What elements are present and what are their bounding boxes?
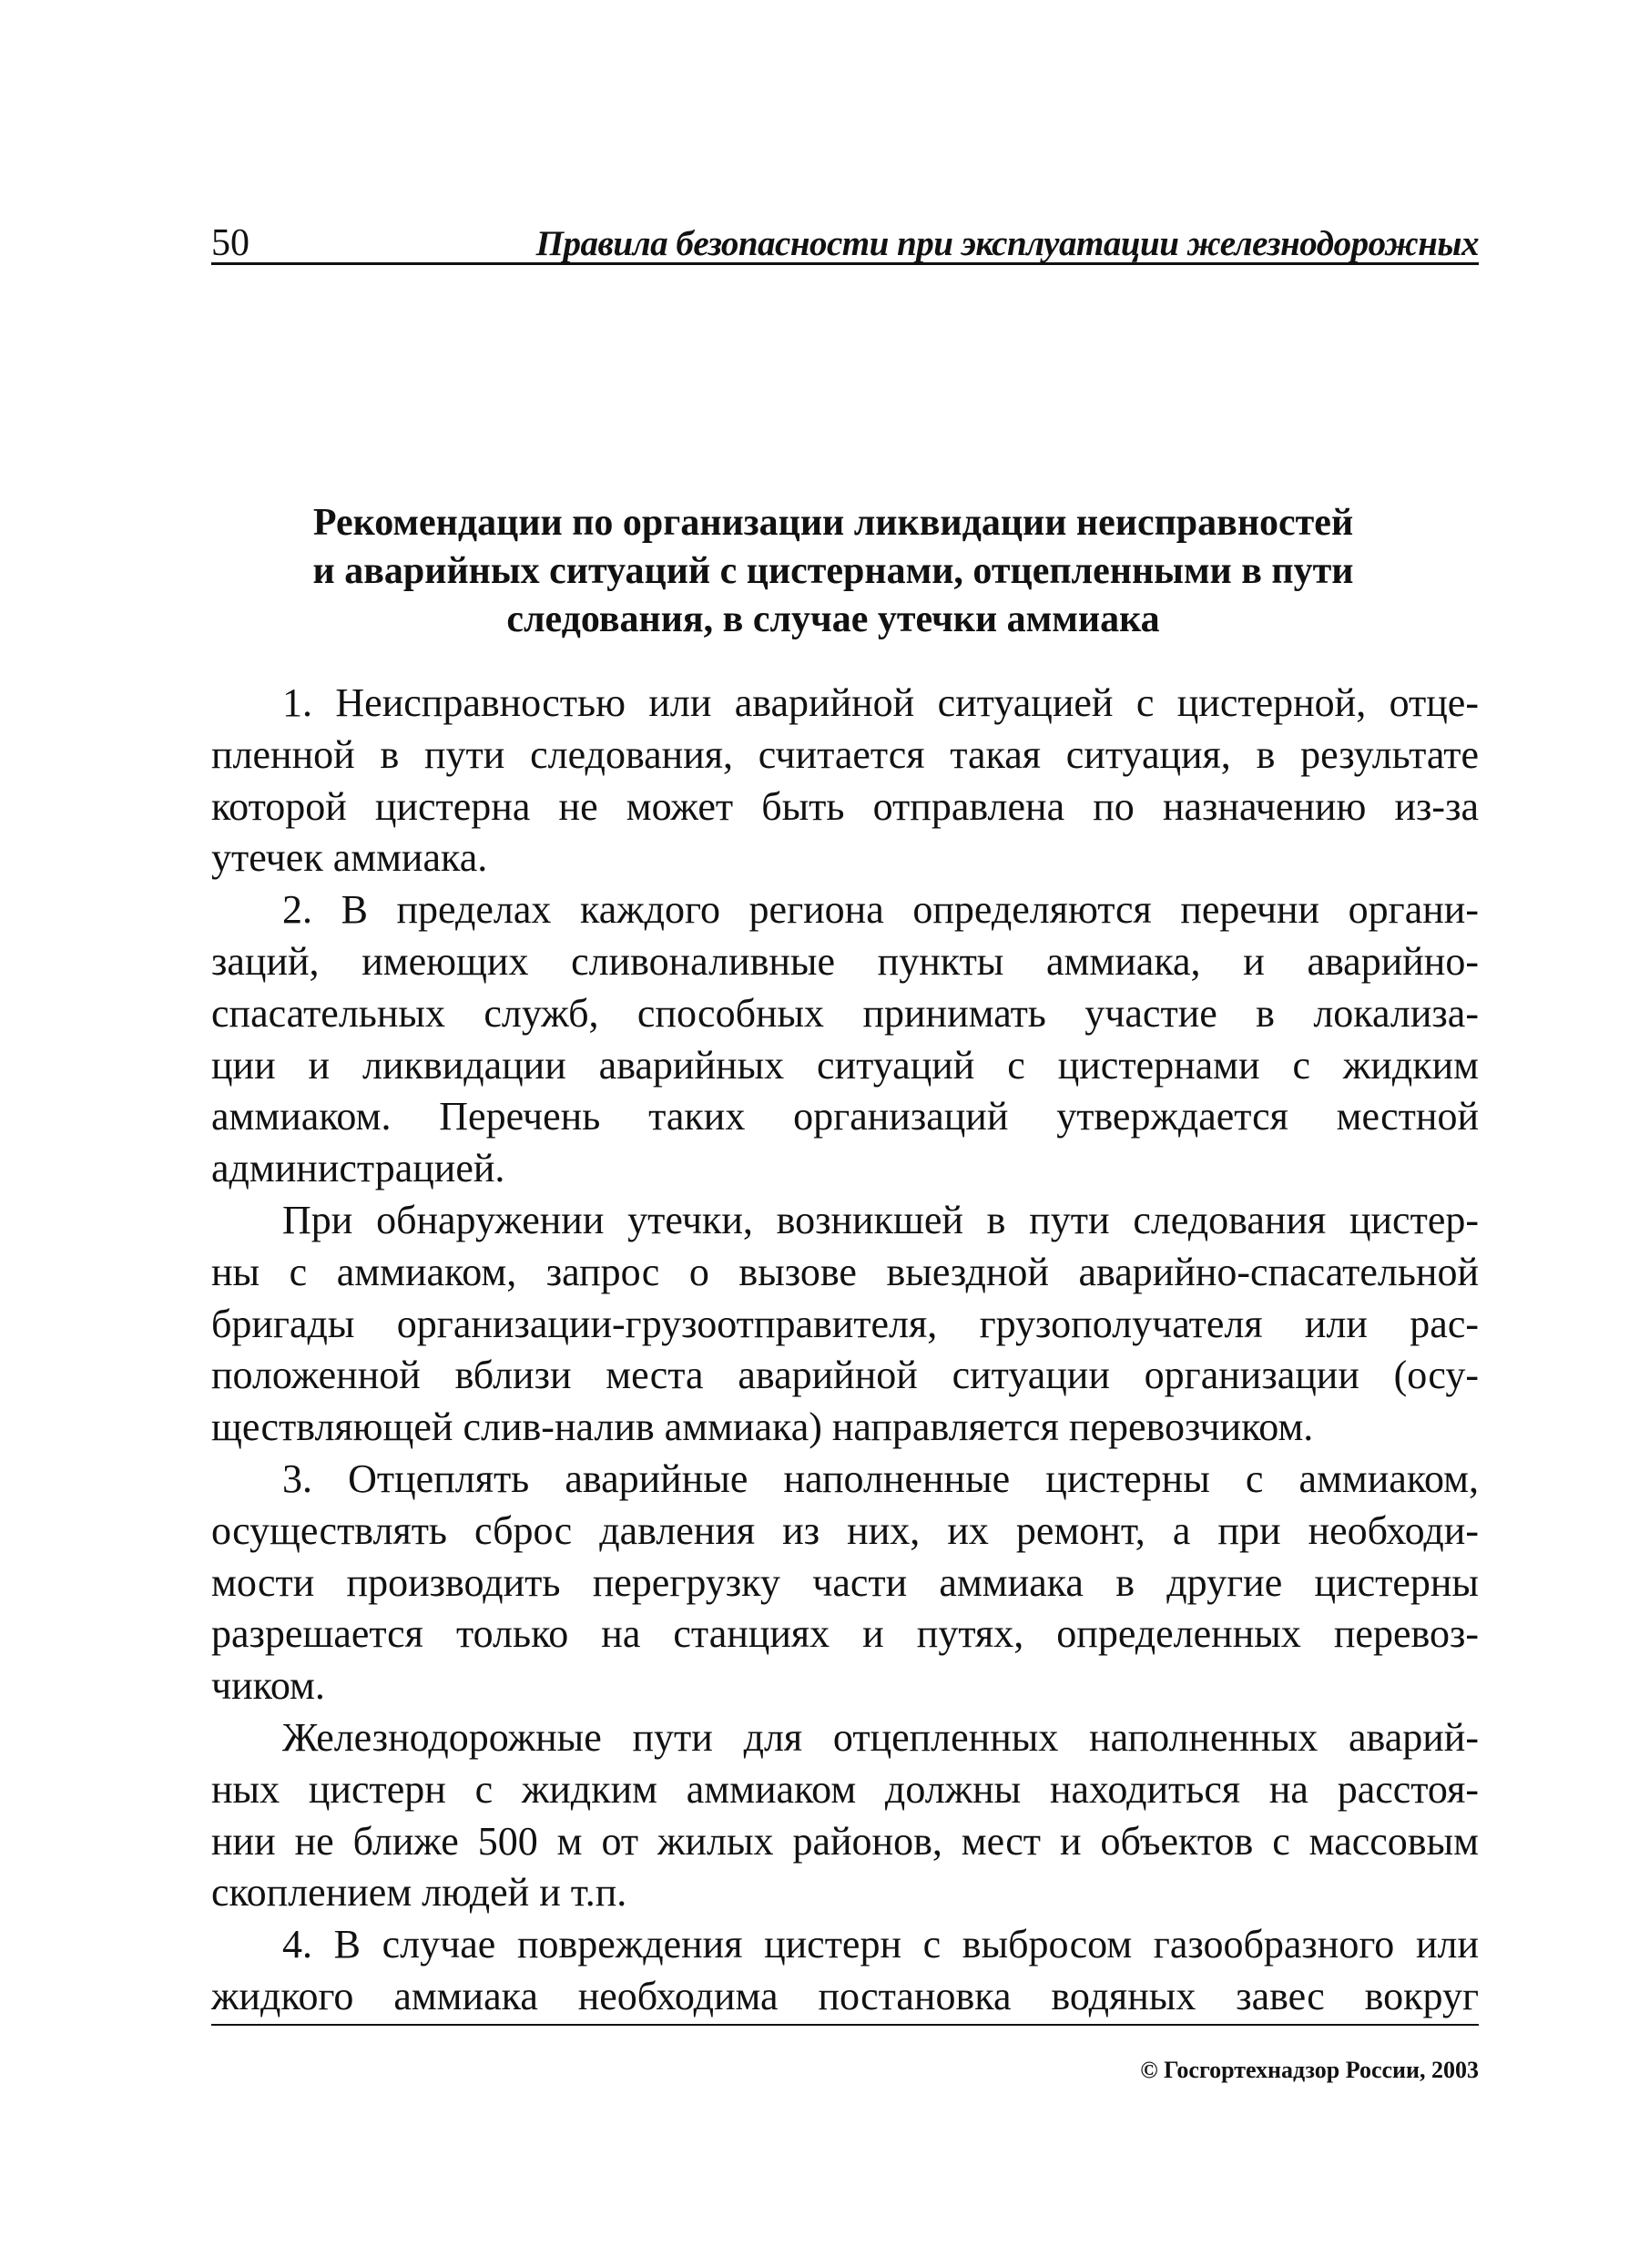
text-line: положенной вблизи места аварийной ситуации организации (осу- xyxy=(211,1353,1479,1398)
text-line: аммиаком. Перечень таких организаций утверждается местной xyxy=(211,1094,1479,1139)
page-number: 50 xyxy=(211,222,249,264)
text-line: 3. Отцеплять аварийные наполненные цистерны с аммиаком, xyxy=(282,1456,1479,1501)
section-title-line: следования, в случае утечки аммиака xyxy=(506,598,1160,640)
text-line: нии не ближе 500 м от жилых районов, мест и объектов с массовым xyxy=(211,1818,1479,1864)
text-line: ны с аммиаком, запрос о вызове выездной аварийно-спасательной xyxy=(211,1249,1479,1294)
paragraph-3 xyxy=(211,1454,1479,1712)
text-line: 1. Неисправностью или аварийной ситуацией с цистерной, отце- xyxy=(282,680,1479,725)
paragraph-2 xyxy=(211,884,1479,1195)
text-line: пленной в пути следования, считается такая ситуация, в результате xyxy=(211,731,1479,777)
paragraph-2b xyxy=(211,1195,1479,1454)
text-line: скоплением людей и т.п. xyxy=(211,1870,627,1916)
section-title xyxy=(264,499,1402,644)
text-line: которой цистерна не может быть отправлена по назначению из-за xyxy=(211,783,1479,829)
section-title-line: Рекомендации по организации ликвидации неисправностей xyxy=(312,502,1354,544)
paragraph-4 xyxy=(211,1919,1479,2023)
text-line: 4. В случае повреждения цистерн с выбросом газообразного или xyxy=(282,1922,1479,1967)
text-line: жидкого аммиака необходима постановка водяных завес вокруг xyxy=(211,1973,1479,2018)
body-text xyxy=(211,678,1479,2023)
text-line: заций, имеющих сливоналивные пункты аммиака, и аварийно- xyxy=(211,938,1479,984)
text-line: спасательных служб, способных принимать участие в локализа- xyxy=(211,990,1479,1036)
text-line: Железнодорожные пути для отцепленных наполненных аварий- xyxy=(282,1714,1479,1760)
text-line: чиком. xyxy=(211,1663,325,1709)
text-line: администрацией. xyxy=(211,1146,505,1191)
text-line: ных цистерн с жидким аммиаком должны находиться на расстоя- xyxy=(211,1766,1479,1812)
copyright-notice: © Госгортехнадзор России, 2003 xyxy=(1140,2057,1479,2083)
paragraph-3b xyxy=(211,1712,1479,1919)
text-line: При обнаружении утечки, возникшей в пути следования цистер- xyxy=(282,1197,1479,1242)
text-line: ции и ликвидации аварийных ситуаций с цистернами с жидким xyxy=(211,1042,1479,1088)
text-line: 2. В пределах каждого региона определяются перечни органи- xyxy=(282,887,1479,933)
paragraph-1 xyxy=(211,678,1479,884)
text-line: бригады организации-грузоотправителя, грузополучателя или рас- xyxy=(211,1301,1479,1346)
running-title: Правила безопасности при эксплуатации железнодорожных xyxy=(535,224,1479,263)
page-header xyxy=(211,224,1479,265)
text-line: мости производить перегрузку части аммиака в другие цистерны xyxy=(211,1559,1479,1605)
text-line: ществляющей слив-налив аммиака) направляется перевозчиком. xyxy=(211,1405,1314,1450)
text-line: утечек аммиака. xyxy=(211,835,488,881)
footer-rule xyxy=(211,2024,1479,2026)
page-footer xyxy=(211,2024,1479,2083)
text-line: осуществлять сброс давления из них, их ремонт, а при необходи- xyxy=(211,1507,1479,1553)
text-line: разрешается только на станциях и путях, определенных перевоз- xyxy=(211,1611,1479,1657)
section-title-line: и аварийных ситуаций с цистернами, отцепленными в пути xyxy=(312,550,1354,592)
